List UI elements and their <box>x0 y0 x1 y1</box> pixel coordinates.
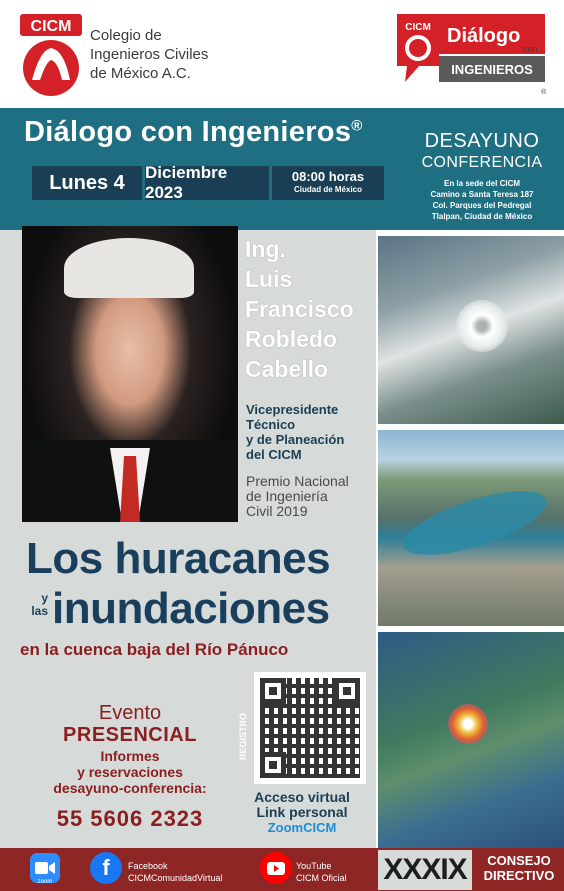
speaker-role-line: y de Planeación <box>246 432 345 447</box>
org-name-line: Colegio de <box>90 27 162 44</box>
zoom-link[interactable]: ZoomCICM <box>267 820 337 835</box>
facebook-link[interactable] <box>128 860 222 884</box>
council-label-line: DIRECTIVO <box>483 868 555 883</box>
event-series-title <box>24 116 363 149</box>
qr-pattern <box>260 678 360 778</box>
event-info-line: PRESENCIAL <box>63 724 197 746</box>
event-city: Ciudad de México <box>293 185 362 194</box>
speaker-name-line: Robledo <box>245 326 337 352</box>
registro-label: REGISTRO <box>238 712 248 760</box>
qr-finder <box>334 678 360 704</box>
registered-mark: ® <box>351 117 363 135</box>
event-info-line: desayuno-conferencia: <box>53 780 207 796</box>
event-time-value: 08:00 horas <box>291 169 365 184</box>
speaker-name-line: Francisco <box>245 296 354 322</box>
address-line: Col. Parques del Pedregal <box>432 201 532 210</box>
facebook-handle: CICMComunidadVirtual <box>128 873 223 883</box>
speaker-role <box>246 402 376 462</box>
format-line1: DESAYUNO <box>424 130 540 152</box>
speaker-name <box>245 234 375 384</box>
zoom-label: zoom <box>37 879 53 885</box>
venue-address <box>400 178 564 222</box>
topic-connector <box>24 592 48 618</box>
council-label <box>476 853 562 883</box>
speaker-role-line: Vicepresidente <box>246 402 339 417</box>
virtual-access <box>236 790 368 835</box>
event-info-line: Informes <box>100 748 160 764</box>
svg-text:INGENIEROS: INGENIEROS <box>451 62 533 77</box>
format-line2: CONFERENCIA <box>421 154 543 171</box>
svg-text:con: con <box>523 44 538 54</box>
virtual-access-line: Link personal <box>256 804 348 820</box>
event-info <box>20 702 240 796</box>
virtual-access-line: Acceso virtual <box>254 789 350 805</box>
topic-connector-y: y <box>41 591 48 605</box>
speaker-role-line: del CICM <box>246 447 302 462</box>
youtube-handle: CICM Oficial <box>296 873 347 883</box>
hurricane-eye-image <box>456 300 508 352</box>
registration-qr-code[interactable] <box>254 672 366 784</box>
address-line: Tlalpan, Ciudad de México <box>431 212 533 221</box>
event-format <box>400 130 564 222</box>
speaker-award <box>246 474 376 519</box>
address-line: En la sede del CICM <box>443 179 521 188</box>
youtube-icon[interactable] <box>260 852 292 884</box>
speaker-name-line: Ing. <box>245 236 286 262</box>
speaker-role-line: Técnico <box>246 417 296 432</box>
dialogo-con-ingenieros-badge[interactable] <box>395 12 547 100</box>
speaker-award-line: de Ingeniería <box>246 488 328 504</box>
org-name-line: de México A.C. <box>90 65 191 82</box>
speaker-award-line: Premio Nacional <box>246 473 349 489</box>
svg-text:®: ® <box>541 89 547 96</box>
speaker-name-line: Luis <box>245 266 293 292</box>
event-date: Diciembre 2023 <box>145 166 269 200</box>
topic-subtitle: en la cuenca baja del Río Pánuco <box>20 640 289 659</box>
org-name-line: Ingenieros Civiles <box>90 46 209 63</box>
council-label-line: CONSEJO <box>487 853 551 868</box>
organization-name <box>90 26 208 83</box>
topic-title-line2: inundaciones <box>52 584 330 633</box>
speaker-name-line: Cabello <box>245 356 329 382</box>
storm-image <box>448 704 488 744</box>
svg-text:Diálogo: Diálogo <box>447 25 521 47</box>
qr-finder <box>260 678 286 704</box>
event-info-line: Evento <box>98 702 162 724</box>
svg-text:CICM: CICM <box>30 18 72 35</box>
youtube-link[interactable] <box>296 860 347 884</box>
speaker-award-line: Civil 2019 <box>246 503 308 519</box>
topic-title-line1: Los huracanes <box>26 534 331 583</box>
cicm-logo[interactable] <box>20 14 82 98</box>
qr-finder <box>260 752 286 778</box>
phone-number[interactable]: 55 5606 2323 <box>56 806 204 831</box>
event-info-line: y reservaciones <box>77 764 183 780</box>
council-number: XXXIX <box>378 850 472 890</box>
event-time <box>272 166 384 200</box>
address-line: Camino a Santa Teresa 187 <box>430 190 534 199</box>
svg-text:CICM: CICM <box>405 22 431 33</box>
portrait-hair <box>64 238 194 298</box>
series-title-text: Diálogo con Ingenieros <box>24 116 352 148</box>
facebook-label: Facebook <box>128 861 168 871</box>
youtube-label: YouTube <box>296 861 332 871</box>
facebook-icon[interactable]: f <box>90 852 122 884</box>
topic-connector-las: las <box>31 604 48 618</box>
event-day: Lunes 4 <box>32 166 142 200</box>
